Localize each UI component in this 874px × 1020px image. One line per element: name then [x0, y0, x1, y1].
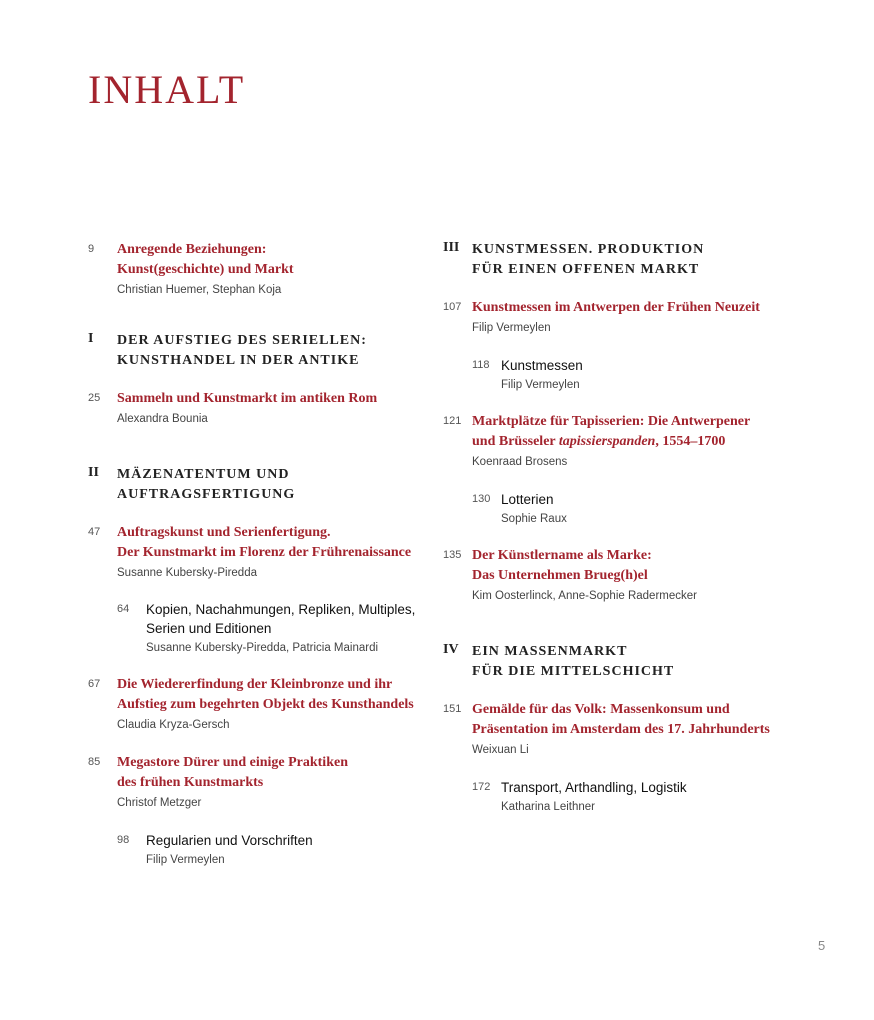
- entry-title: Der Künstlername als Marke: Das Unternehmen Brueg(h)el: [472, 548, 652, 583]
- page-number: 67: [88, 678, 101, 690]
- subentry-title: Lotterien: [501, 492, 554, 507]
- page-title: INHALT: [88, 67, 246, 112]
- entry-title: Megastore Dürer und einige Praktiken des frühen Kunstmarkts: [117, 755, 348, 790]
- entry-title-part: , 1554–1700: [655, 434, 726, 449]
- section-number: III: [443, 240, 460, 255]
- page-number: 85: [88, 756, 101, 768]
- section-title: DER AUFSTIEG DES SERIELLEN: KUNSTHANDEL IN DER ANTIKE: [117, 333, 367, 368]
- entry-title: [472, 412, 838, 452]
- page-number: 151: [443, 703, 462, 715]
- page-number: 172: [472, 781, 491, 793]
- entry-author: Christian Huemer, Stephan Koja: [117, 284, 282, 296]
- toc-entry[interactable]: [443, 546, 838, 605]
- page-number: 9: [88, 243, 95, 255]
- entry-title: Kunstmessen im Antwerpen der Frühen Neuzeit: [472, 300, 760, 315]
- entry-title-italic: tapissierspanden: [558, 434, 656, 449]
- section-heading: [443, 240, 838, 280]
- page-number: 64: [117, 603, 130, 615]
- page-number: 121: [443, 415, 462, 427]
- toc-subentry[interactable]: [443, 490, 838, 528]
- toc-subentry[interactable]: [88, 600, 433, 657]
- section-title: MÄZENATENTUM UND AUFTRAGSFERTIGUNG: [117, 467, 296, 502]
- subentry-title: Kopien, Nachahmungen, Repliken, Multiples, Serien und Editionen: [146, 602, 416, 636]
- subentry-title: Kunstmessen: [501, 358, 583, 373]
- section-number: II: [88, 465, 99, 480]
- toc-column-right: [443, 240, 838, 816]
- toc-entry[interactable]: [443, 700, 838, 759]
- page-number: 107: [443, 301, 462, 313]
- entry-title-part: Marktplätze für Tapisserien: Die Antwerpener und Brüsseler: [472, 414, 751, 449]
- entry-author: Filip Vermeylen: [501, 379, 580, 391]
- entry-author: Christof Metzger: [117, 797, 202, 809]
- toc-subentry[interactable]: [88, 831, 433, 869]
- section-heading: [443, 642, 838, 682]
- toc-entry[interactable]: [88, 675, 433, 734]
- toc-entry[interactable]: [88, 240, 433, 299]
- section-title: EIN MASSENMARKT FÜR DIE MITTELSCHICHT: [472, 644, 675, 679]
- entry-author: Koenraad Brosens: [472, 456, 568, 468]
- page-folio: 5: [818, 938, 826, 953]
- section-number: IV: [443, 642, 459, 657]
- entry-title: Anregende Beziehungen: Kunst(geschichte) und Markt: [117, 242, 294, 277]
- page-number: 25: [88, 392, 101, 404]
- entry-author: Filip Vermeylen: [146, 854, 225, 866]
- entry-author: Sophie Raux: [501, 513, 567, 525]
- toc-subentry[interactable]: [443, 356, 838, 394]
- toc-entry[interactable]: [88, 389, 433, 428]
- page-number: 98: [117, 834, 130, 846]
- section-heading: [88, 465, 433, 505]
- entry-author: Susanne Kubersky-Piredda, Patricia Mainardi: [146, 642, 379, 654]
- entry-title: Gemälde für das Volk: Massenkonsum und Präsentation im Amsterdam des 17. Jahrhunderts: [472, 702, 770, 737]
- page-number: 47: [88, 526, 101, 538]
- entry-author: Kim Oosterlinck, Anne-Sophie Radermecker: [472, 590, 697, 602]
- entry-title: Die Wiedererfindung der Kleinbronze und ihr Aufstieg zum begehrten Objekt des Kunsthandels: [117, 677, 414, 712]
- entry-title: Auftragskunst und Serienfertigung. Der Kunstmarkt im Florenz der Frührenaissance: [117, 525, 412, 560]
- entry-author: Claudia Kryza-Gersch: [117, 719, 230, 731]
- subentry-title: Regularien und Vorschriften: [146, 833, 313, 848]
- toc-entry[interactable]: [88, 753, 433, 812]
- toc-entry[interactable]: [443, 298, 838, 337]
- entry-author: Weixuan Li: [472, 744, 529, 756]
- section-heading: [88, 331, 433, 371]
- section-title: KUNSTMESSEN. PRODUKTION FÜR EINEN OFFENEN MARKT: [472, 242, 705, 277]
- toc-column-left: [88, 240, 433, 869]
- page-number: 118: [472, 359, 490, 371]
- toc-subentry[interactable]: [443, 778, 838, 816]
- entry-author: Filip Vermeylen: [472, 322, 551, 334]
- toc-entry[interactable]: [88, 523, 433, 582]
- entry-author: Susanne Kubersky-Piredda: [117, 567, 257, 579]
- entry-author: Alexandra Bounia: [117, 413, 208, 425]
- entry-author: Katharina Leithner: [501, 801, 595, 813]
- page-number: 130: [472, 493, 491, 505]
- toc-entry[interactable]: [443, 412, 838, 471]
- subentry-title: Transport, Arthandling, Logistik: [501, 780, 687, 795]
- page-number: 135: [443, 549, 462, 561]
- entry-title: Sammeln und Kunstmarkt im antiken Rom: [117, 391, 378, 406]
- section-number: I: [88, 331, 94, 346]
